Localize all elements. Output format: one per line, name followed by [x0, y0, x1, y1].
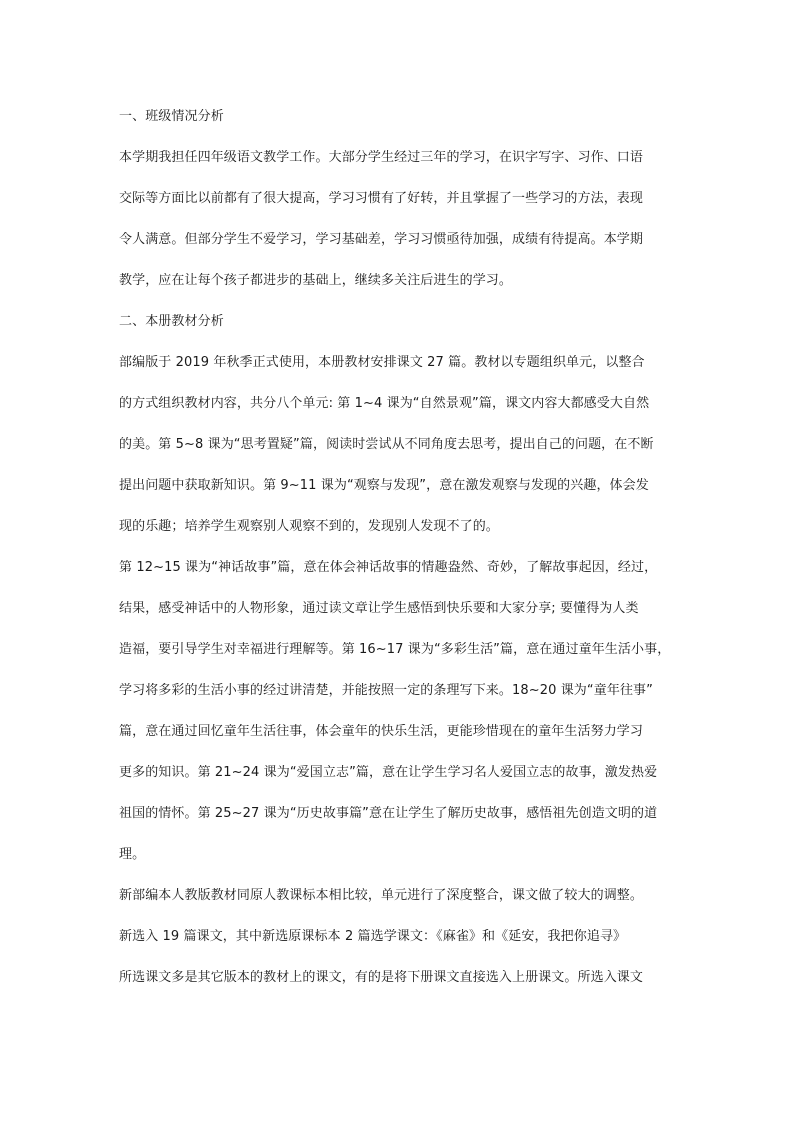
paragraph-line: 的方式组织教材内容，共分八个单元: 第 1~4 课为“自然景观”篇，课文内容大都感受大自然 [119, 396, 650, 411]
paragraph-line: 交际等方面比以前都有了很大提高，学习习惯有了好转，并且掌握了一些学习的方法，表现 [119, 191, 644, 206]
paragraph-line: 篇，意在通过回忆童年生活往事，体会童年的快乐生活，更能珍惜现在的童年生活努力学习 [119, 724, 644, 739]
paragraph-line: 所选课文多是其它版本的教材上的课文，有的是将下册课文直接选入上册课文。所选入课文 [119, 970, 644, 985]
paragraph-line: 造福，要引导学生对幸福进行理解等。第 16~17 课为“多彩生活”篇，意在通过童年生活小事， [119, 642, 671, 657]
paragraph-line: 的美。第 5~8 课为“思考置疑”篇，阅读时尝试从不同角度去思考，提出自己的问题，在不断 [119, 437, 654, 452]
paragraph-line: 祖国的情怀。第 25~27 课为“历史故事篇”意在让学生了解历史故事，感悟祖先创造文明的道 [119, 806, 658, 821]
paragraph-line: 第 12~15 课为“神话故事”篇，意在体会神话故事的情趣盎然、奇妙，了解故事起因，经过， [119, 560, 658, 575]
section-heading-class-analysis: 一、班级情况分析 [119, 109, 224, 124]
paragraph-line: 现的乐趣；培养学生观察别人观察不到的，发现别人发现不了的。 [119, 519, 499, 534]
paragraph-line: 教学，应在让每个孩子都进步的基础上，继续多关注后进生的学习。 [119, 273, 513, 288]
paragraph-line: 本学期我担任四年级语文教学工作。大部分学生经过三年的学习，在识字写字、习作、口语 [119, 150, 644, 165]
paragraph-line: 理。 [119, 847, 146, 862]
paragraph-line: 令人满意。但部分学生不爱学习，学习基础差，学习习惯亟待加强，成绩有待提高。本学期 [119, 232, 644, 247]
paragraph-line: 学习将多彩的生活小事的经过讲清楚，并能按照一定的条理写下来。18~20 课为“童年往事” [119, 683, 653, 698]
paragraph-line: 新部编本人教版教材同原人教课标本相比较，单元进行了深度整合，课文做了较大的调整。 [119, 888, 644, 903]
paragraph-line: 新选入 19 篇课文，其中新选原课标本 2 篇选学课文：《麻雀》和《延安，我把你追寻》 [119, 929, 627, 944]
paragraph-line: 更多的知识。第 21~24 课为“爱国立志”篇，意在让学生学习名人爱国立志的故事，激发热爱 [119, 765, 658, 780]
paragraph-line: 部编版于 2019 年秋季正式使用，本册教材安排课文 27 篇。教材以专题组织单元，以整合 [119, 355, 645, 370]
paragraph-line: 结果，感受神话中的人物形象，通过读文章让学生感悟到快乐要和大家分享; 要懂得为人类 [119, 601, 639, 616]
section-heading-textbook-analysis: 二、本册教材分析 [119, 314, 224, 329]
paragraph-line: 提出问题中获取新知识。第 9~11 课为“观察与发现”，意在激发观察与发现的兴趣，体会发 [119, 478, 649, 493]
